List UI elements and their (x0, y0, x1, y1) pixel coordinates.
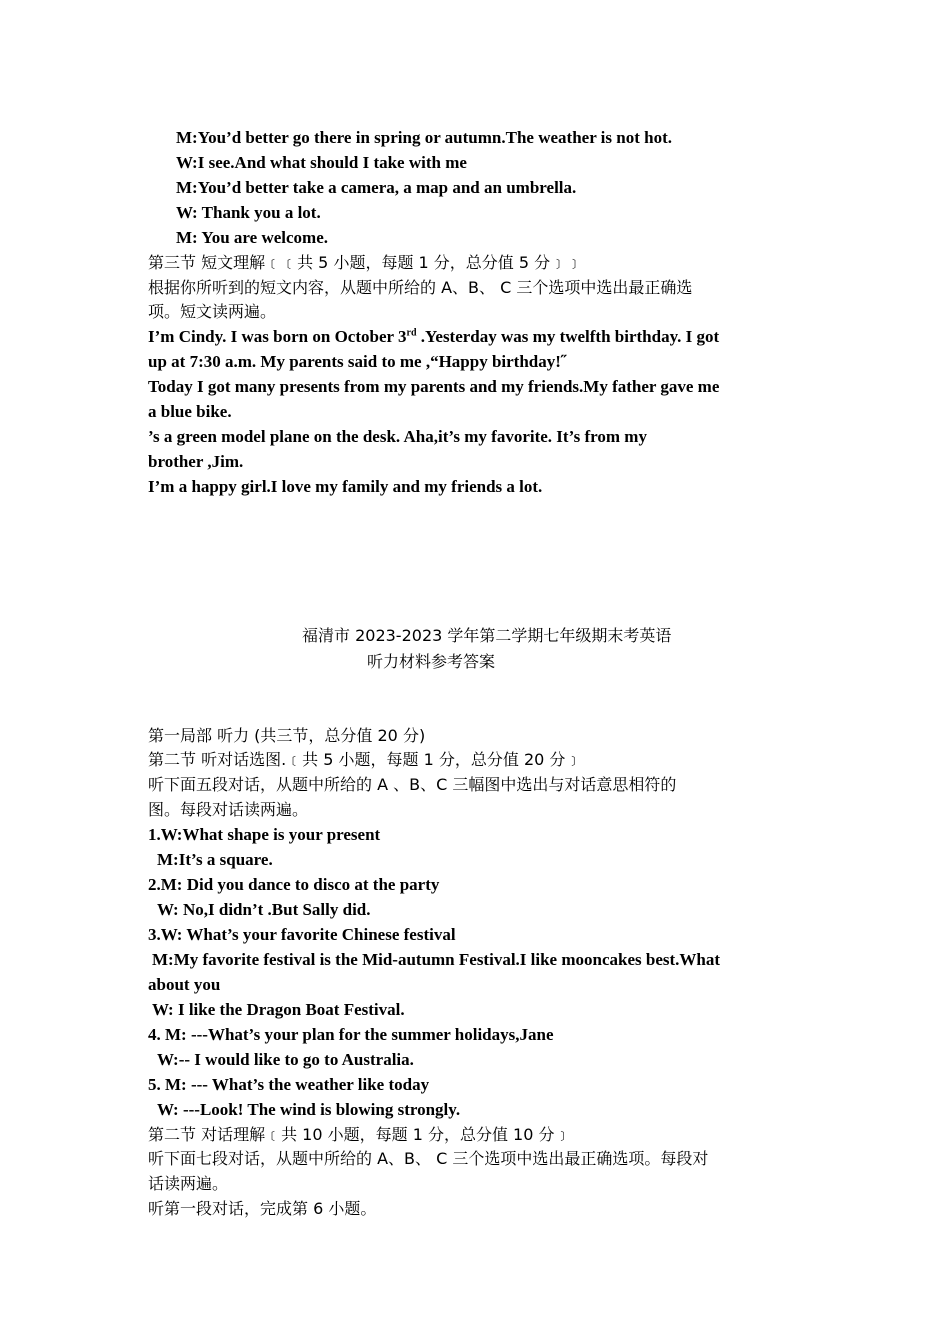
passage-line: Today I got many presents from my parents and my friends.My father gave me (148, 377, 720, 396)
dialog-line: 4. M: ---What’s your plan for the summer holidays,Jane (148, 1025, 554, 1044)
dialog-line: about you (148, 975, 221, 994)
passage-text: I’m Cindy. I was born on October 3 (148, 327, 407, 346)
passage-line (148, 324, 719, 349)
section-instruction: 听下面七段对话，从题中所给的 A、B、 C 三个选项中选出最正确选项。每段对 (148, 1149, 709, 1168)
section-instruction: 听下面五段对话，从题中所给的 A 、B、C 三幅图中选出与对话意思相符的 (148, 775, 677, 794)
dialog-line: W: ---Look! The wind is blowing strongly. (157, 1100, 461, 1119)
dialog-line: M:You’d better go there in spring or autumn.The weather is not hot. (176, 128, 672, 147)
section-heading: 第二节 听对话选图.﹝共 5 小题，每题 1 分，总分值 20 分﹞ (148, 750, 582, 769)
dialog-line: W: No,I didn’t .But Sally did. (157, 900, 371, 919)
dialog-line: 5. M: --- What’s the weather like today (148, 1075, 430, 1094)
section-instruction: 图。每段对话读两遍。 (148, 800, 309, 819)
passage-line: up at 7:30 a.m. My parents said to me ,“Happy birthday!˝ (148, 352, 567, 371)
dialog-line: M:My favorite festival is the Mid-autumn Festival.I like mooncakes best.What (152, 950, 721, 969)
dialog-line: W:-- I would like to go to Australia. (157, 1050, 414, 1069)
dialog-line: M:It’s a square. (157, 850, 273, 869)
section-instruction: 根据你所听到的短文内容，从题中所给的 A、B、 C 三个选项中选出最正确选 (148, 278, 693, 297)
passage-line: a blue bike. (148, 402, 232, 421)
passage-line: brother ,Jim. (148, 452, 244, 471)
passage-line: ’s a green model plane on the desk. Aha,it’s my favorite. It’s from my (148, 427, 647, 446)
dialog-line: 3.W: What’s your favorite Chinese festival (148, 925, 456, 944)
section-instruction: 项。短文读两遍。 (148, 302, 277, 321)
dialog-line: M: You are welcome. (176, 228, 329, 247)
section-instruction: 听第一段对话，完成第 6 小题。 (148, 1199, 377, 1218)
dialog-line: W: I like the Dragon Boat Festival. (152, 1000, 405, 1019)
section-heading: 第三节 短文理解﹝﹝共 5 小题，每题 1 分，总分值 5 分﹞﹞ (148, 253, 583, 272)
document-subtitle: 听力材料参考答案 (367, 652, 496, 671)
passage-line: I’m a happy girl.I love my family and my friends a lot. (148, 477, 543, 496)
dialog-line: 1.W:What shape is your present (148, 825, 381, 844)
document-title: 福清市 2023-2023 学年第二学期七年级期末考英语 (302, 626, 672, 645)
dialog-line: W: Thank you a lot. (176, 203, 321, 222)
dialog-line: M:You’d better take a camera, a map and an umbrella. (176, 178, 577, 197)
ordinal-suffix: rd (406, 327, 417, 339)
section-heading: 第二节 对话理解﹝共 10 小题，每题 1 分，总分值 10 分﹞ (148, 1125, 571, 1144)
passage-text: .Yesterday was my twelfth birthday. I got (416, 327, 720, 346)
part-heading: 第一局部 听力 (共三节，总分值 20 分) (148, 726, 426, 745)
dialog-line: 2.M: Did you dance to disco at the party (148, 875, 440, 894)
dialog-line: W:I see.And what should I take with me (176, 153, 467, 172)
section-instruction: 话读两遍。 (148, 1174, 229, 1193)
